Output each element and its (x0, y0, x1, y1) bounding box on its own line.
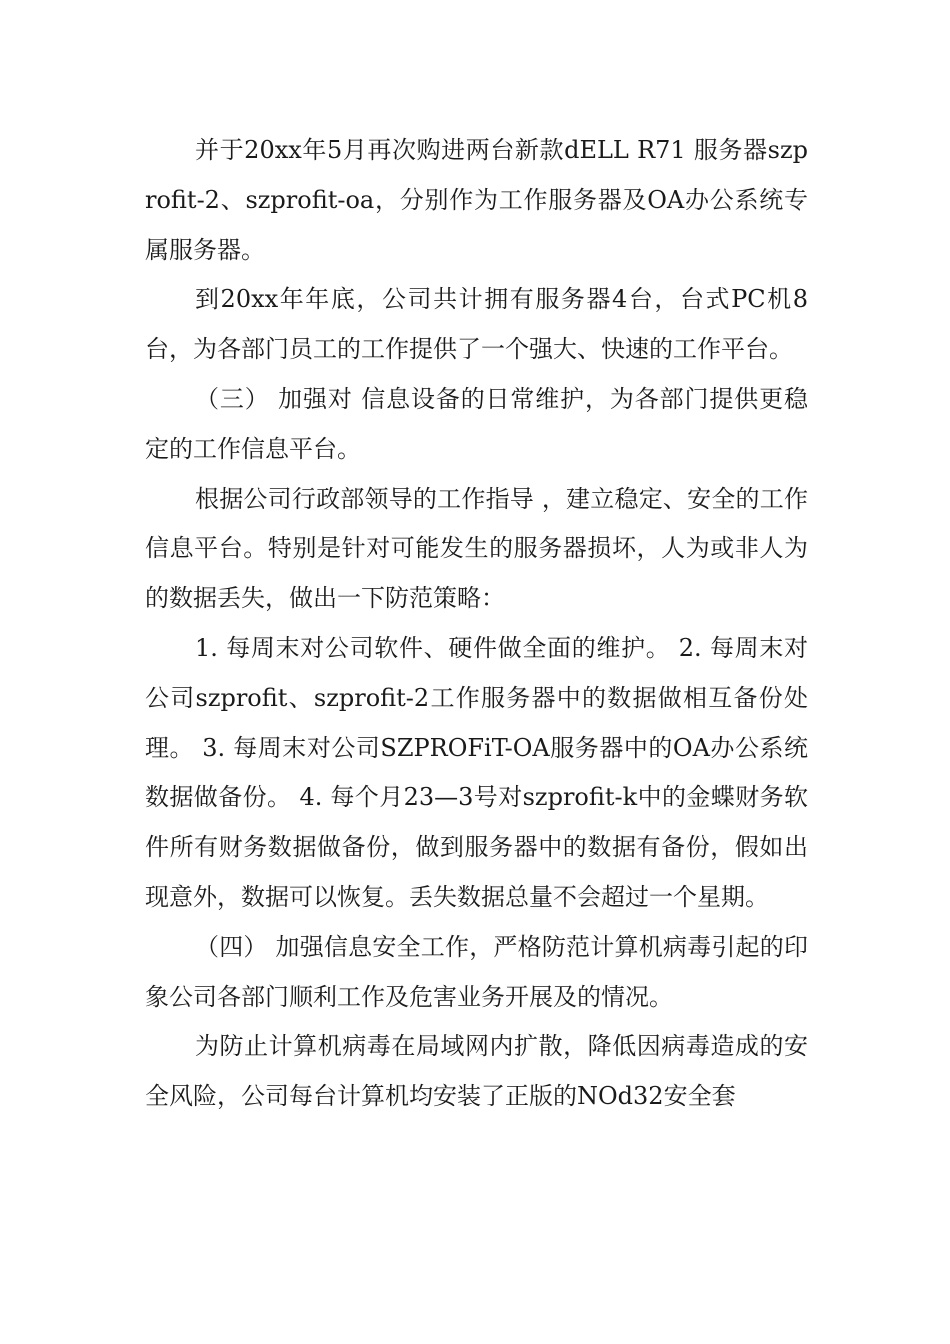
document-body (145, 126, 808, 1122)
paragraph-server-count: 到20xx年年底，公司共计拥有服务器4台，台式PC机8台，为各部门员工的工作提供了一个强大、快速的工作平台。 (145, 285, 808, 364)
paragraph-section-three-heading: （三） 加强对 信息设备的日常维护，为各部门提供更稳定的工作信息平台。 (145, 384, 808, 463)
paragraph-section-four-heading: （四） 加强信息安全工作，严格防范计算机病毒引起的印象公司各部门顺利工作及危害业务开展及的情况。 (145, 932, 808, 1011)
paragraph-backup-list: 1. 每周末对公司软件、硬件做全面的维护。 2. 每周末对公司szprofit、szprofit-2工作服务器中的数据做相互备份处理。 3. 每周末对公司SZPROFiT-OA服务器中的OA办公系统数据做备份。 4. 每个月23—3号对szprofit-k中的金蝶财务软件所有财务数据做备份，做到服务器中的数据有备份，假如出现意外，数据可以恢复。丢失数据总量不会超过一个星期。 (145, 633, 808, 911)
paragraph-antivirus: 为防止计算机病毒在局域网内扩散，降低因病毒造成的安全风险，公司每台计算机均安装了正版的NOd32安全套 (145, 1032, 808, 1111)
paragraph-prevention-strategy: 根据公司行政部领导的工作指导 ，建立稳定、安全的工作信息平台。特别是针对可能发生的服务器损坏，人为或非人为的数据丢失，做出一下防范策略： (145, 484, 808, 613)
paragraph-server-purchase: 并于20xx年5月再次购进两台新款dELL R71 服务器szprofit-2、szprofit-oa，分别作为工作服务器及OA办公系统专属服务器。 (145, 136, 808, 264)
